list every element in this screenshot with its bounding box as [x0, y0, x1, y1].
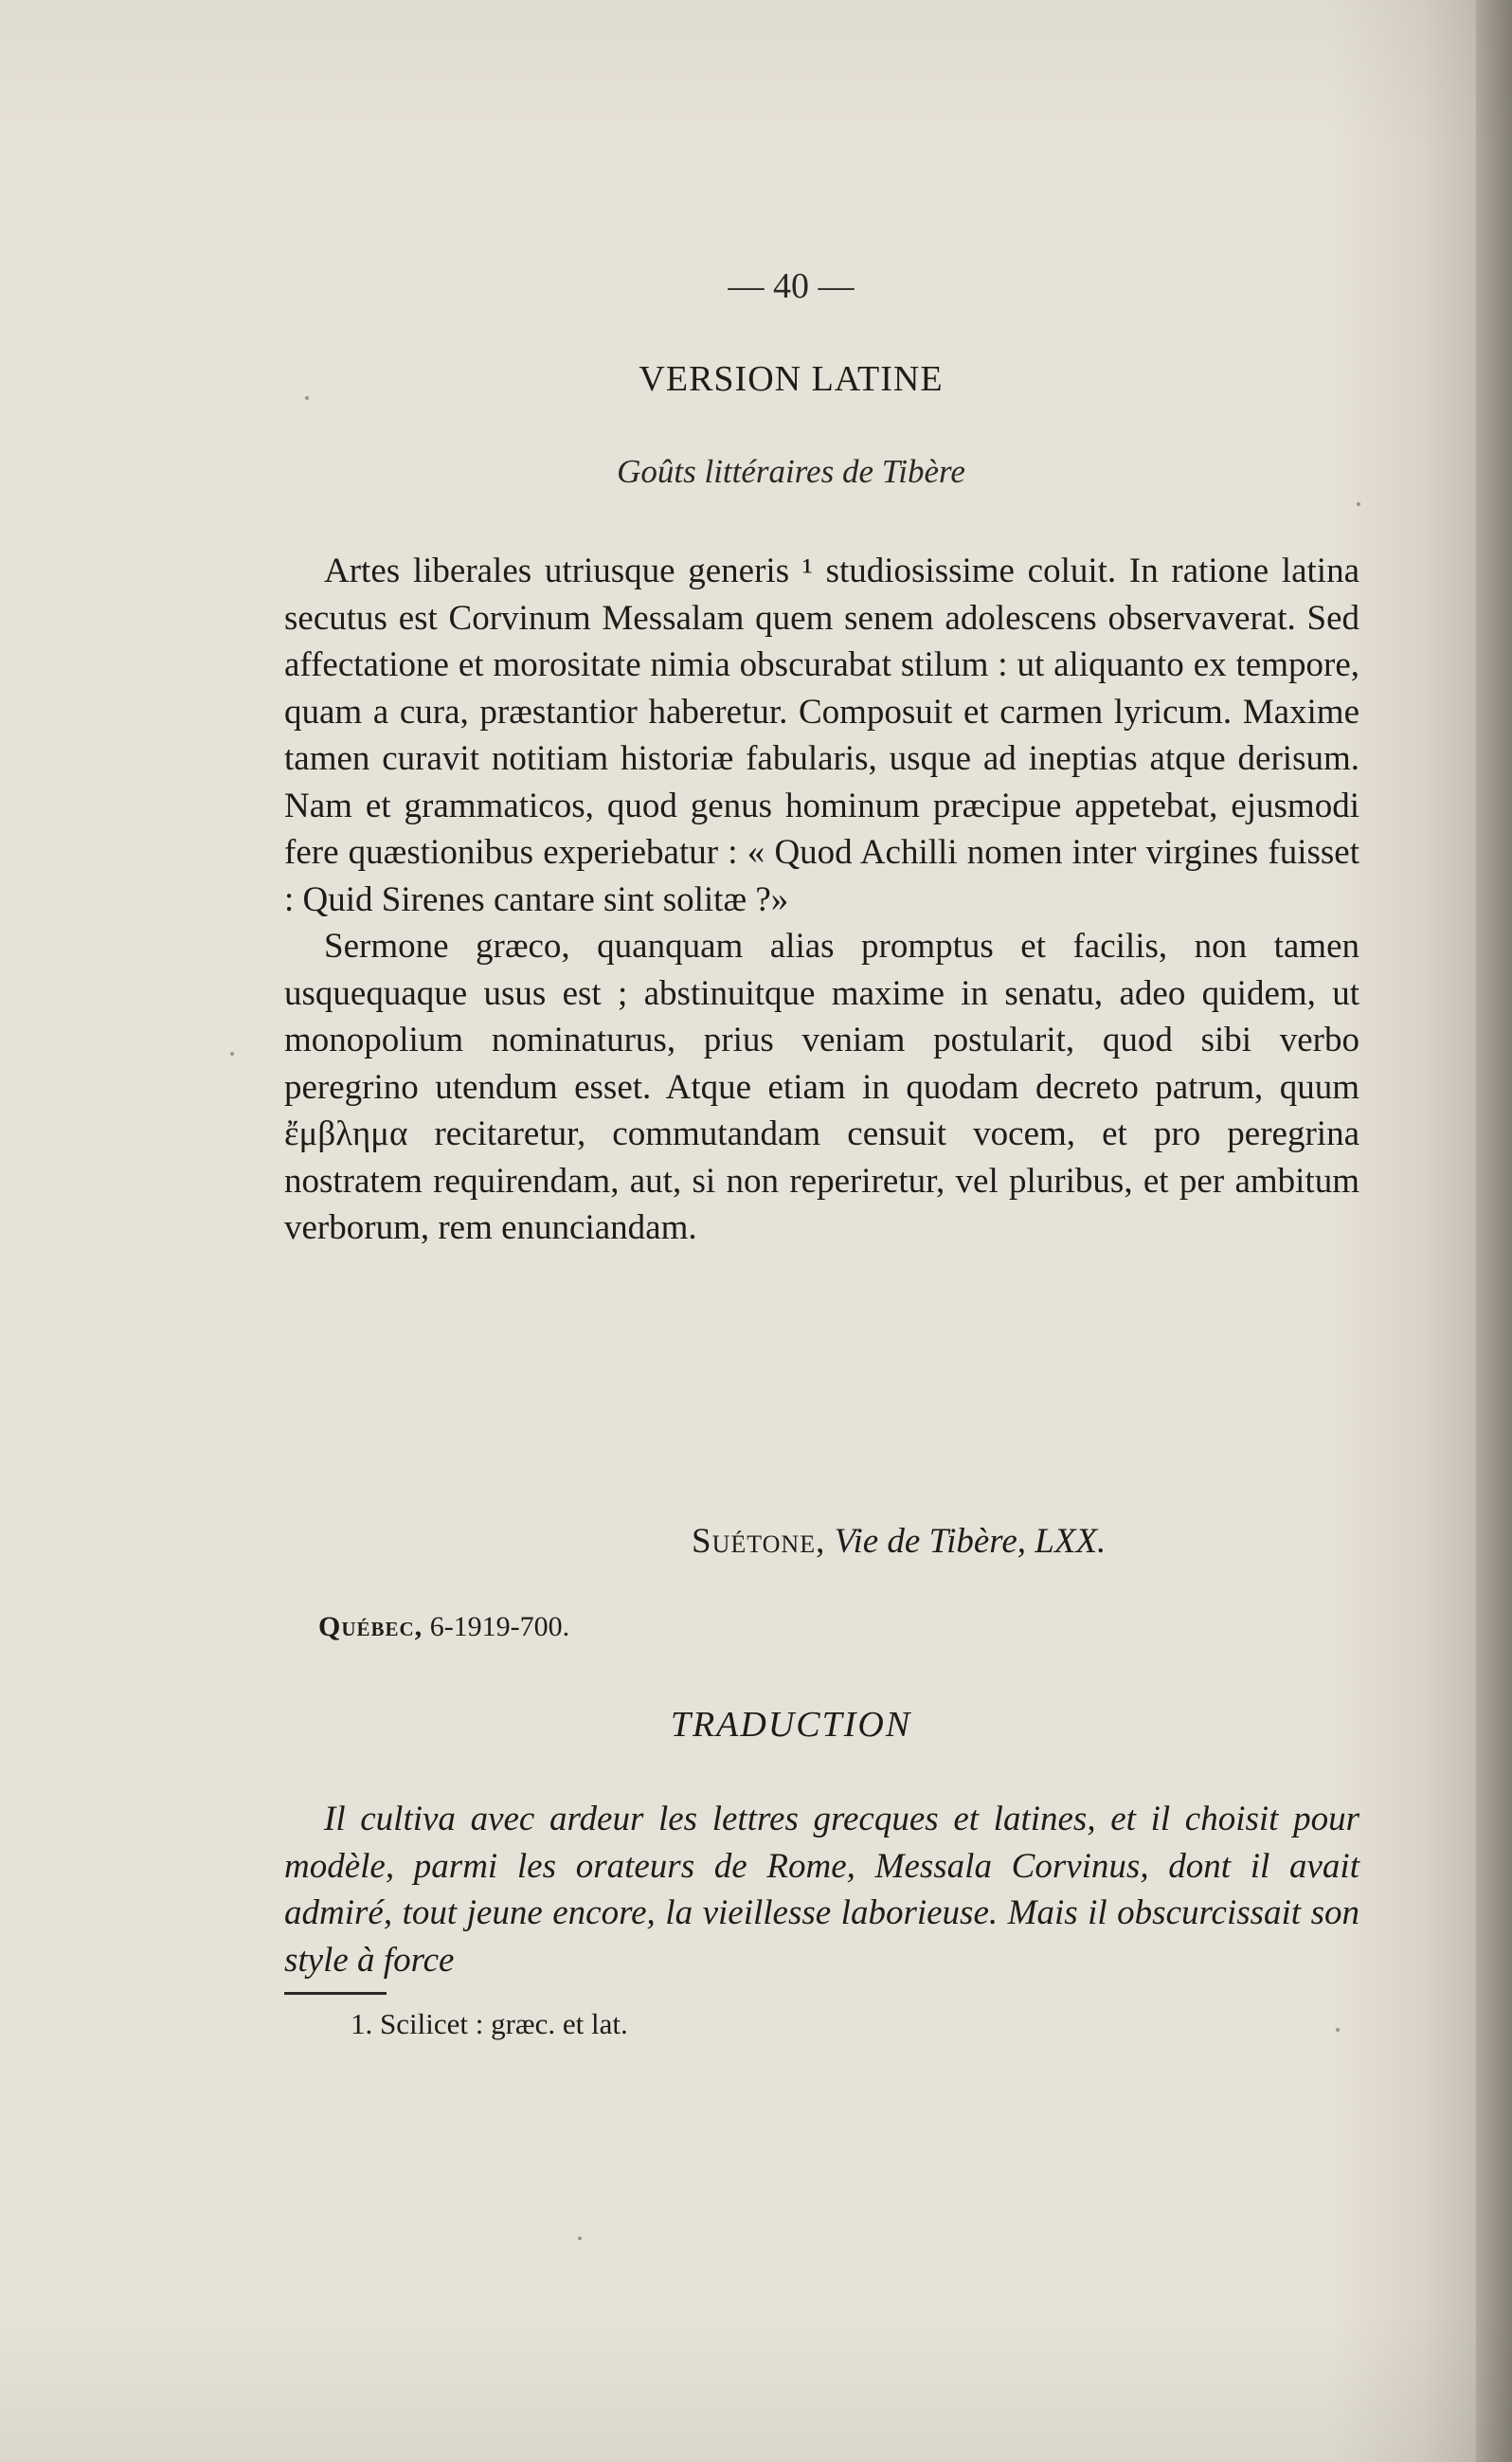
source-attribution: [692, 1521, 1106, 1562]
translation-text: [284, 1796, 1359, 1983]
translation-paragraph: Il cultiva avec ardeur les lettres grecques et latines, et il choisit pour modèle, parmi les orateurs de Rome, Messala Corvinus, dont il avait admiré, tout jeune encore, la vieillesse laborieuse. Mais il obscurcissait son style à force: [284, 1800, 1359, 1980]
page-edge-shadow: [1476, 0, 1512, 2462]
attribution-work: Vie de Tibère, LXX.: [834, 1522, 1107, 1561]
latin-paragraph: Sermone græco, quanquam alias promptus et facilis, non tamen usquequaque usus est ; abstinuitque maxime in senatu, adeo quidem, ut monopolium nominaturus, prius veniam postularit, quod sibi verbo peregrino utendum esset. Atque etiam in quodam decreto patrum, quum ἔμβλημα recitaretur, commutandam censuit vocem, et pro peregrina nostratem requirendam, aut, si non reperiretur, vel pluribus, et per ambitum verborum, rem enunciandam.: [284, 927, 1359, 1247]
latin-text: [284, 548, 1359, 1252]
translation-heading: TRADUCTION: [670, 1705, 912, 1745]
footnote: 1. Scilicet : græc. et lat.: [351, 2007, 628, 2040]
latin-paragraph: Artes liberales utriusque generis ¹ studiosissime coluit. In ratione latina secutus est Corvinum Messalam quem senem adolescens observaverat. Sed affectatione et morositate nimia obscurabat stilum : ut aliquanto ex tempore, quam a cura, præstantior haberetur. Composuit et carmen lyricum. Maxime tamen curavit notitiam historiæ fabularis, usque ad ineptias atque derisum. Nam et grammaticos, quod genus hominum præcipue appetebat, ejusmodi fere quæstionibus experiebatur : « Quod Achilli nomen inter virgines fuisset : Quid Sirenes cantare sint solitæ ?»: [284, 552, 1359, 919]
section-subtitle: Goûts littéraires de Tibère: [617, 453, 965, 490]
page-number: — 40 —: [728, 266, 855, 306]
attribution-author: Suétone,: [692, 1522, 826, 1561]
section-heading: VERSION LATINE: [639, 359, 944, 399]
footnote-divider: [284, 1992, 387, 1995]
printer-code: [318, 1611, 569, 1643]
printer-city: Québec,: [318, 1611, 423, 1642]
printer-number: 6-1919-700.: [429, 1611, 570, 1642]
